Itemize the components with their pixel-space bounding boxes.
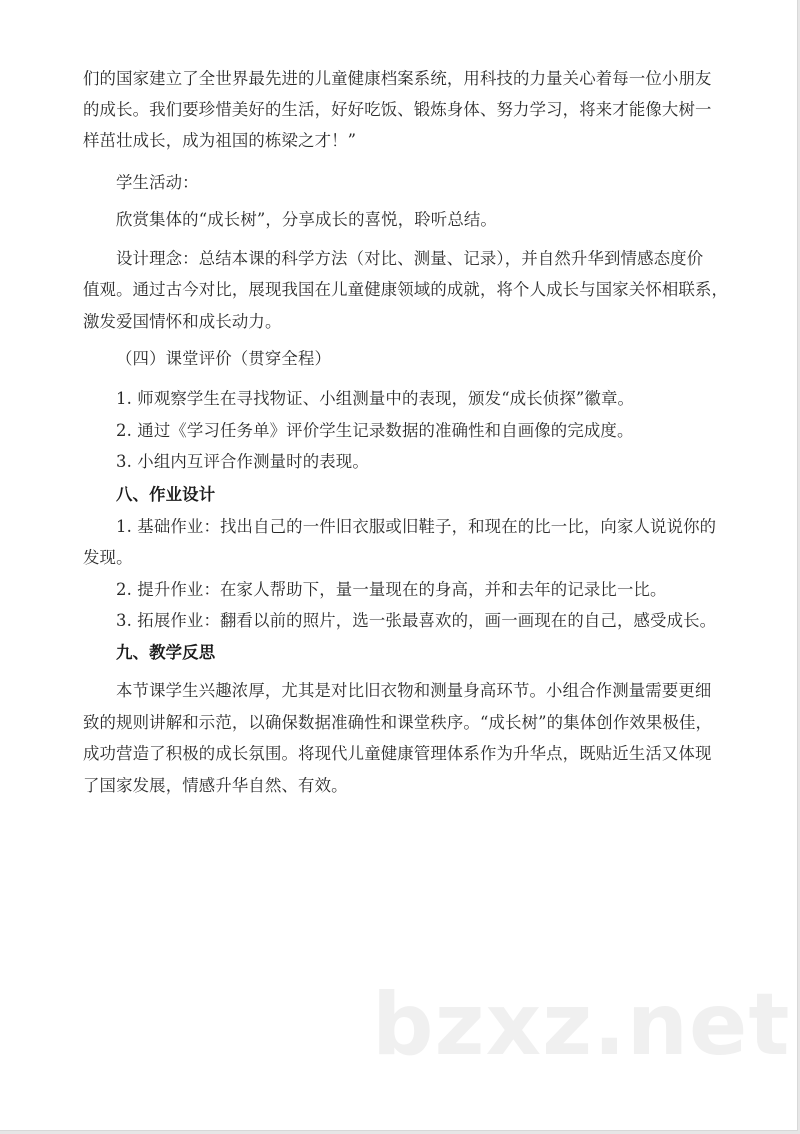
list-item: 1. 基础作业：找出自己的一件旧衣服或旧鞋子，和现在的比一比，向家人说说你的 [116,517,717,536]
paragraph-line: 了国家发展，情感升华自然、有效。 [83,776,348,795]
paragraph-line: 成功营造了积极的成长氛围。将现代儿童健康管理体系作为升华点，既贴近生活又体现 [83,744,712,763]
paragraph-line: 致的规则讲解和示范，以确保数据准确性和课堂秩序。“成长树”的集体创作效果极佳， [83,713,713,732]
paragraph-line: 发现。 [83,548,133,567]
paragraph-line: 们的国家建立了全世界最先进的儿童健康档案系统，用科技的力量关心着每一位小朋友 [83,69,712,88]
list-item: 2. 提升作业：在家人帮助下，量一量现在的身高，并和去年的记录比一比。 [116,580,667,599]
paragraph-line: 的成长。我们要珍惜美好的生活，好好吃饭、锻炼身体、努力学习，将来才能像大树一 [83,100,712,119]
watermark: bzxz.net [372,975,791,1075]
paragraph-line: 欣赏集体的“成长树”，分享成长的喜悦，聆听总结。 [116,210,497,229]
list-item: 3. 小组内互评合作测量时的表现。 [116,452,369,471]
paragraph-line: 值观。通过古今对比，展现我国在儿童健康领域的成就，将个人成长与国家关怀相联系， [83,280,729,299]
paragraph-line: 本节课学生兴趣浓厚，尤其是对比旧衣物和测量身高环节。小组合作测量需要更细 [116,681,712,700]
list-item: 2. 通过《学习任务单》评价学生记录数据的准确性和自画像的完成度。 [116,421,634,440]
section-heading-homework: 八、作业设计 [116,485,216,504]
list-item: 1. 师观察学生在寻找物证、小组测量中的表现，颁发“成长侦探”徽章。 [116,389,635,408]
subsection-heading-evaluation: （四）课堂评价（贯穿全程） [116,349,332,368]
student-activity-label: 学生活动： [116,173,199,192]
design-concept-line: 设计理念：总结本课的科学方法（对比、测量、记录），并自然升华到情感态度价 [116,249,704,268]
paragraph-line: 激发爱国情怀和成长动力。 [83,312,282,331]
list-item: 3. 拓展作业：翻看以前的照片，选一张最喜欢的，画一画现在的自己，感受成长。 [116,611,717,630]
paragraph-line: 样茁壮成长，成为祖国的栋梁之才！” [83,131,357,150]
section-heading-reflection: 九、教学反思 [116,643,216,662]
